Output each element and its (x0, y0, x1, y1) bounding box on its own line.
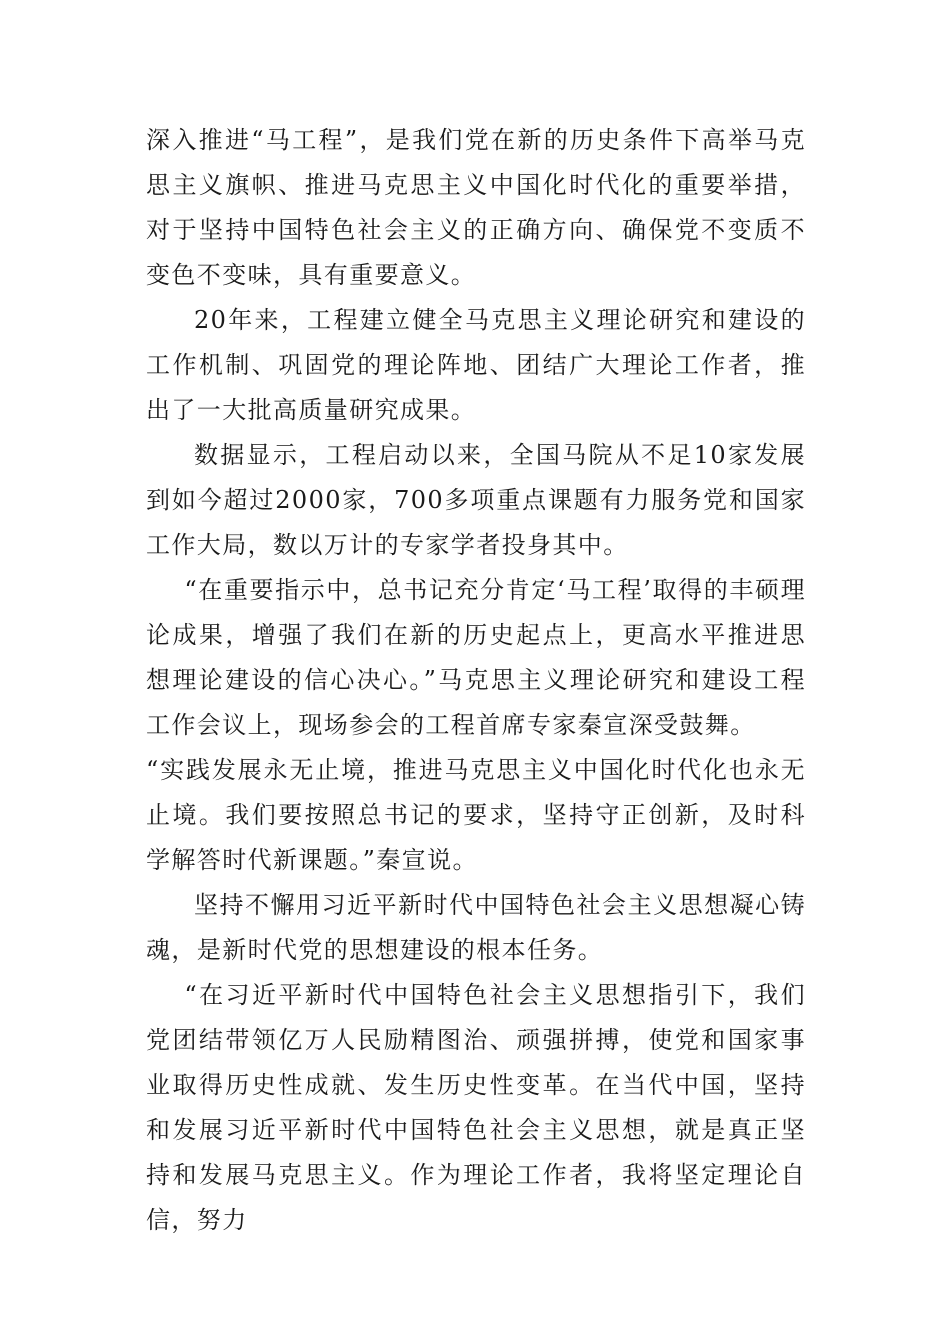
paragraph-6: 坚持不懈用习近平新时代中国特色社会主义思想凝心铸魂，是新时代党的思想建设的根本任务。 (146, 891, 806, 964)
paragraph-1: 深入推进“马工程”，是我们党在新的历史条件下高举马克思主义旗帜、推进马克思主义中国化时代化的重要举措，对于坚持中国特色社会主义的正确方向、确保党不变质不变色不变味，具有重要意义。 (146, 126, 806, 289)
paragraph-3: 数据显示，工程启动以来，全国马院从不足10家发展到如今超过2000家，700多项重点课题有力服务党和国家工作大局，数以万计的专家学者投身其中。 (146, 441, 806, 559)
document-body (146, 118, 806, 1243)
paragraph-7: “在习近平新时代中国特色社会主义思想指引下，我们党团结带领亿万人民励精图治、顽强拼搏，使党和国家事业取得历史性成就、发生历史性变革。在当代中国，坚持和发展习近平新时代中国特色社会主义思想，就是真正坚持和发展马克思主义。作为理论工作者，我将坚定理论自信，努力 (146, 981, 806, 1234)
paragraph-4: “在重要指示中，总书记充分肯定‘马工程’取得的丰硕理论成果，增强了我们在新的历史起点上，更高水平推进思想理论建设的信心决心。”马克思主义理论研究和建设工程工作会议上，现场参会的工程首席专家秦宣深受鼓舞。 (146, 576, 806, 739)
paragraph-2: 20年来，工程建立健全马克思主义理论研究和建设的工作机制、巩固党的理论阵地、团结广大理论工作者，推出了一大批高质量研究成果。 (146, 306, 806, 424)
paragraph-5: “实践发展永无止境，推进马克思主义中国化时代化也永无止境。我们要按照总书记的要求，坚持守正创新，及时科学解答时代新课题。”秦宣说。 (146, 756, 806, 874)
